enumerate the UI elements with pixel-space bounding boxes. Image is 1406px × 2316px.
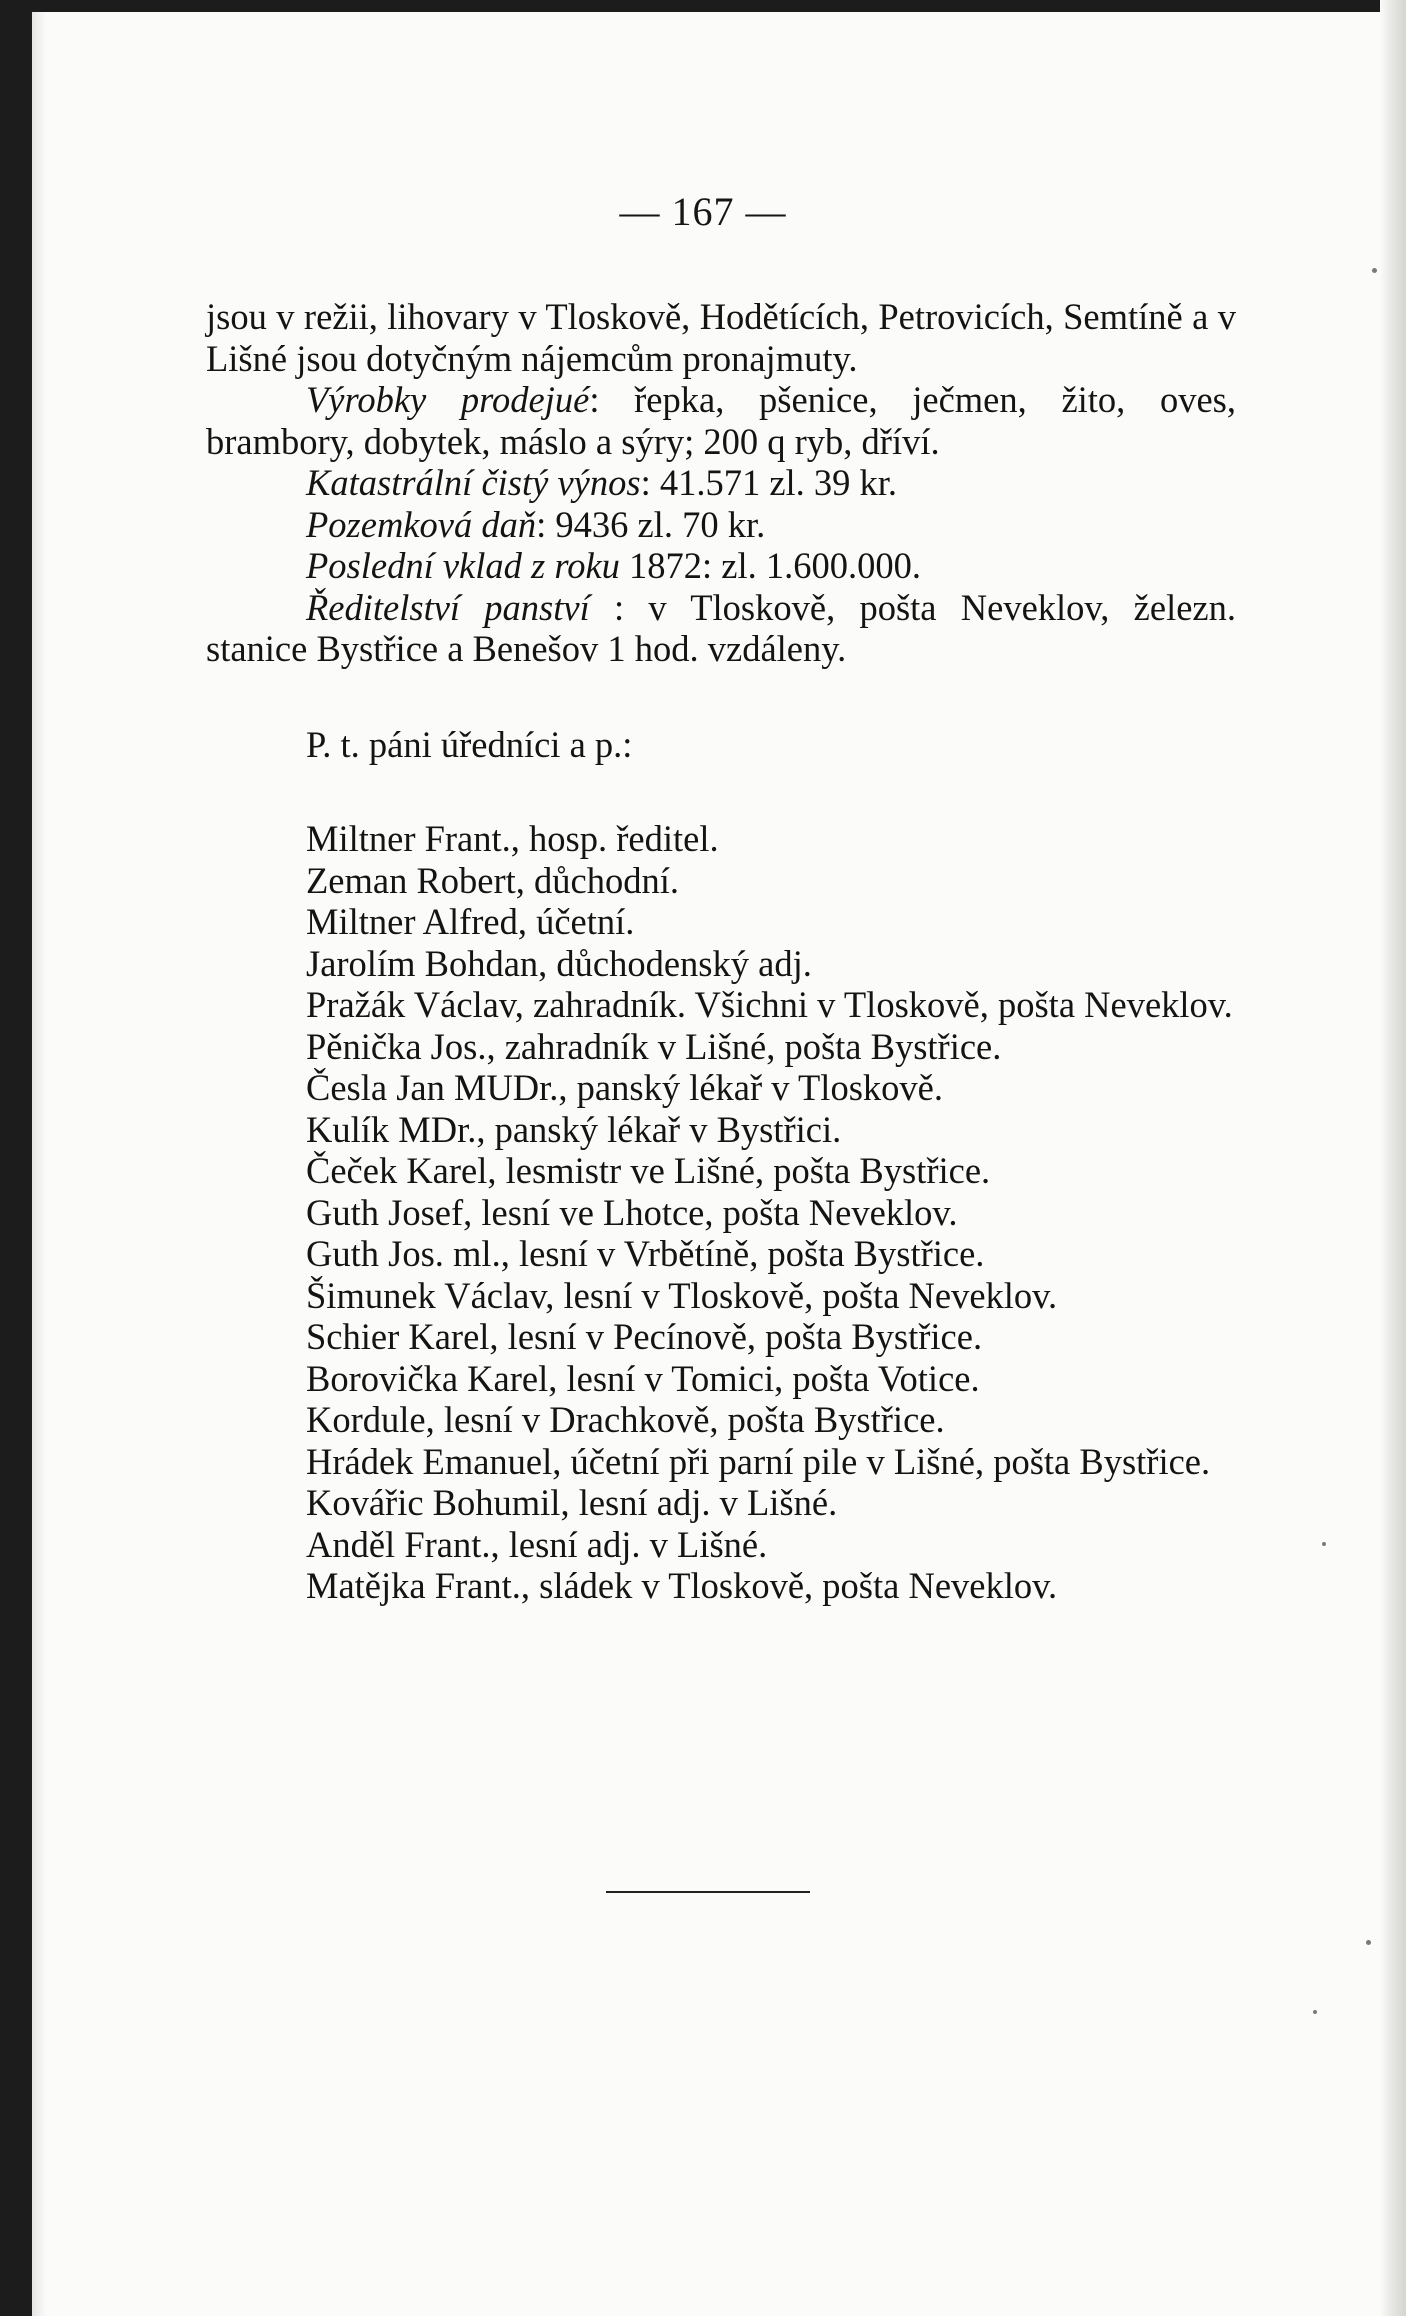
official-entry: Hrádek Emanuel, účetní při parní pile v Lišné, pošta Bystřice. — [306, 1440, 1211, 1482]
products-label: Výrobky prodejué — [306, 379, 590, 420]
official-entry: Zeman Robert, důchodní. — [306, 859, 680, 901]
cadastral-label: Katastrální čistý výnos — [306, 462, 641, 503]
scan-left-border — [0, 0, 32, 2316]
scan-top-border — [32, 0, 1406, 12]
land-tax-label: Pozemková daň — [306, 503, 537, 545]
official-entry: Miltner Frant., hosp. ředitel. — [306, 818, 719, 859]
official-entry: Matějka Frant., sládek v Tloskově, pošta Neveklov. — [306, 1565, 1058, 1606]
officials-heading: P. t. páni úředníci a p.: — [306, 723, 633, 765]
intro-paragraph: jsou v režii, lihovary v Tloskově, Hodětících, Petrovicích, Semtíně a v Lišné jsou dotyčným nájemcům pronajmuty. — [206, 296, 1236, 379]
directorate-text: : v Tloskově, pošta Neveklov, železn. stanice Bystřice a Benešov 1 hod. vzdáleny. — [206, 586, 1236, 669]
official-entry: Čeček Karel, lesmistr ve Lišné, pošta Bystřice. — [306, 1150, 991, 1191]
land-tax-text: : 9436 zl. 70 kr. — [536, 503, 766, 545]
scan-speck — [1313, 2010, 1317, 2014]
official-entry: Schier Karel, lesní v Pecínově, pošta Bystřice. — [306, 1316, 983, 1357]
directorate-label: Ředitelství panství — [306, 586, 590, 628]
official-entry: Šimunek Václav, lesní v Tloskově, pošta Neveklov. — [306, 1274, 1058, 1316]
closing-rule — [606, 1891, 810, 1893]
directorate-paragraph — [206, 587, 1236, 670]
official-entry: Guth Jos. ml., lesní v Vrbětíně, pošta Bystřice. — [306, 1233, 985, 1274]
official-entry: Borovička Karel, lesní v Tomici, pošta Votice. — [306, 1357, 980, 1399]
spacer — [206, 765, 1236, 818]
products-paragraph — [206, 379, 1236, 462]
page-number: — 167 — — [619, 189, 787, 234]
deposit-label: Poslední vklad z roku — [306, 545, 620, 586]
cadastral-yield-line — [206, 462, 1236, 504]
spacer — [206, 670, 1236, 724]
page-body — [206, 296, 1236, 1607]
deposit-text: 1872: zl. 1.600.000. — [619, 545, 922, 586]
cadastral-text: : 41.571 zl. 39 kr. — [640, 462, 898, 503]
scan-speck — [1372, 268, 1377, 273]
official-entry: Pěnička Jos., zahradník v Lišné, pošta Bystřice. — [306, 1025, 1002, 1067]
products-text: : řepka, pšenice, ječmen, žito, oves, brambory, dobytek, máslo a sýry; 200 q ryb, dříví. — [206, 379, 1237, 462]
land-tax-line — [206, 504, 1236, 546]
official-entry: Kordule, lesní v Drachkově, pošta Bystřice. — [306, 1399, 945, 1440]
official-entry: Kovářic Bohumil, lesní adj. v Lišné. — [306, 1482, 838, 1523]
official-entry: Anděl Frant., lesní adj. v Lišné. — [306, 1523, 768, 1565]
page-right-edge — [1380, 0, 1406, 2316]
official-entry: Guth Josef, lesní ve Lhotce, pošta Neveklov. — [306, 1191, 958, 1233]
official-entry: Miltner Alfred, účetní. — [306, 901, 635, 942]
page-gutter-shadow — [32, 0, 46, 2316]
scan-speck — [1366, 1940, 1371, 1945]
last-deposit-line — [206, 545, 1236, 587]
official-entry: Česla Jan MUDr., panský lékař v Tloskově. — [306, 1067, 943, 1108]
official-entry: Pražák Václav, zahradník. Všichni v Tloskově, pošta Neveklov. — [306, 984, 1233, 1025]
scan-speck — [1322, 1542, 1326, 1546]
official-entry: Jarolím Bohdan, důchodenský adj. — [306, 942, 812, 984]
official-entry: Kulík MDr., panský lékař v Bystřici. — [306, 1108, 842, 1150]
